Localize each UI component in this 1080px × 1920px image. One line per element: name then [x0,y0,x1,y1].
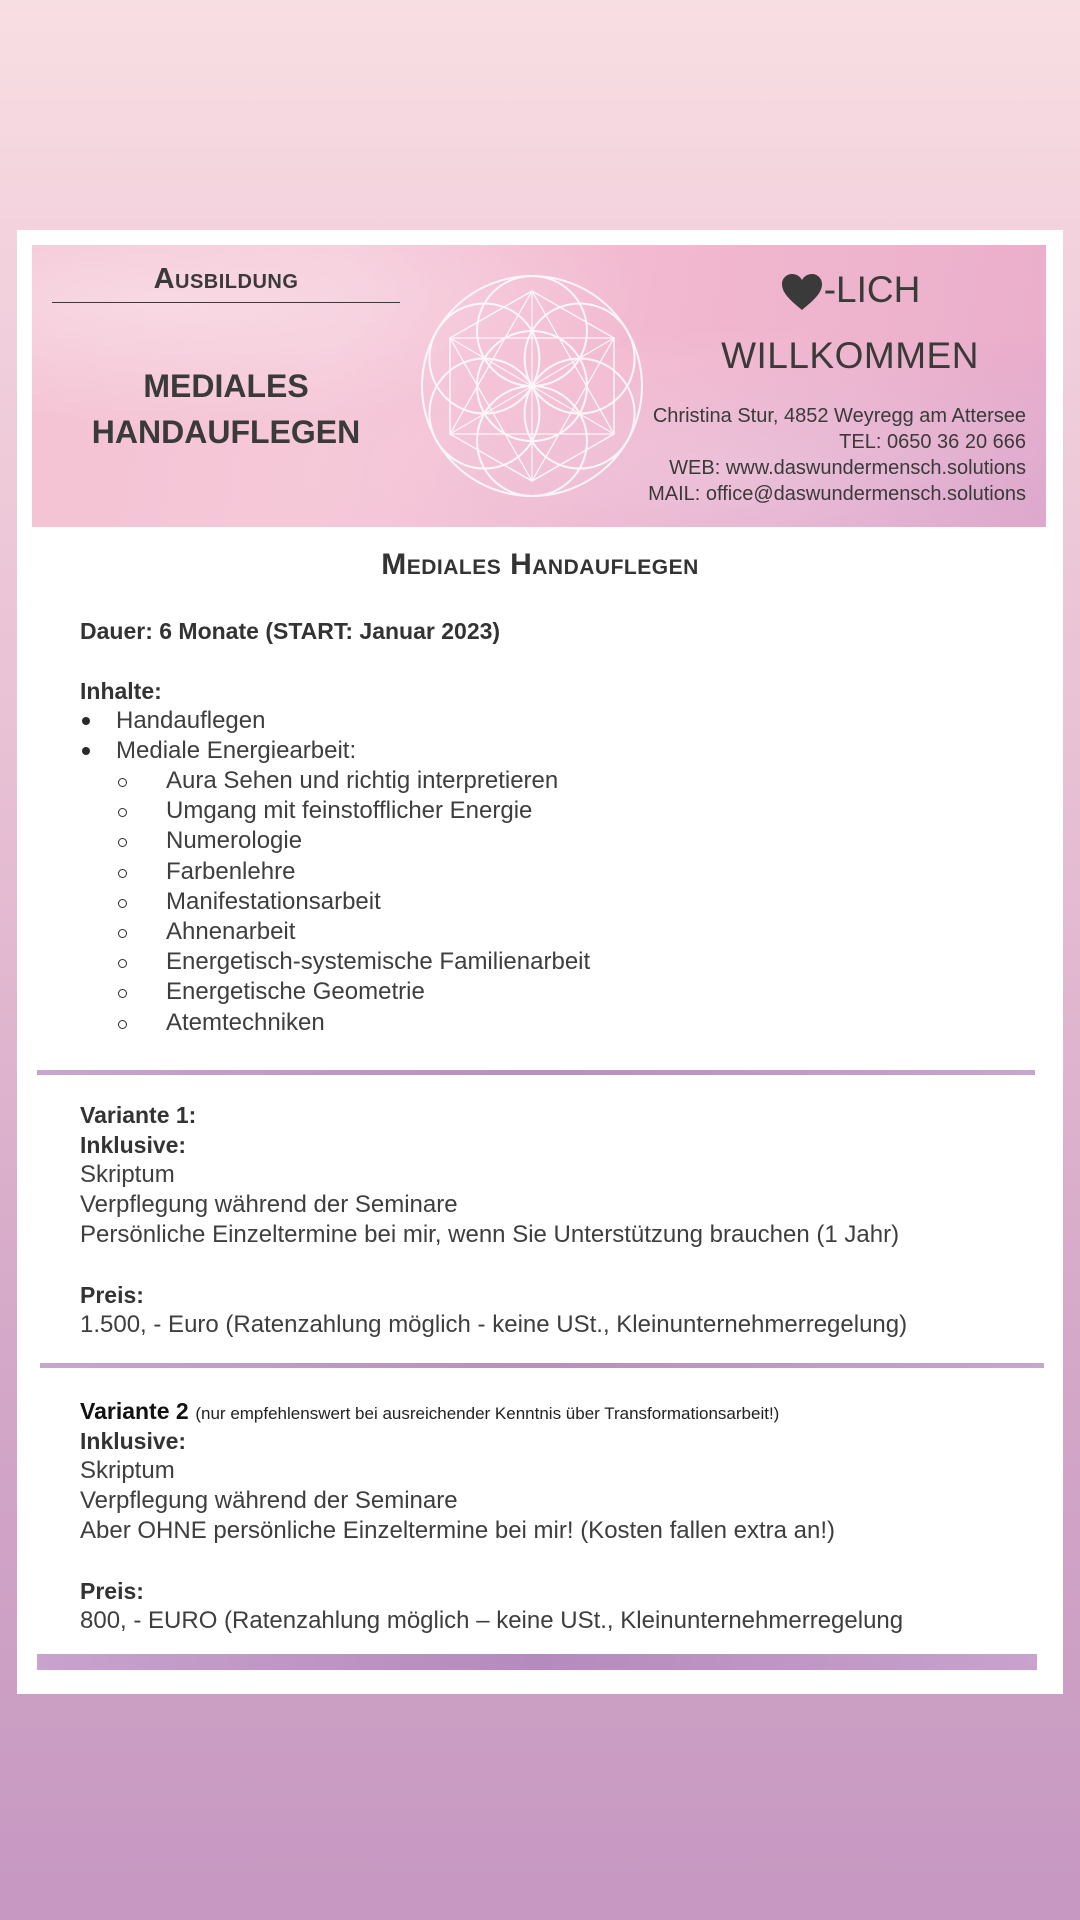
variante-2-heading [80,1396,1040,1426]
document-sheet [17,230,1063,1694]
list-item-text: Farbenlehre [166,857,296,885]
list-item-text: Manifestationsarbeit [166,887,381,915]
list-item-text: Atemtechniken [166,1008,325,1036]
banner-title-line1: MEDIALES [143,368,309,404]
list-item [80,887,590,917]
spacer [80,1546,1040,1576]
list-item [80,766,590,796]
list-item [80,917,590,947]
contact-web: WEB: www.daswundermensch.solutions [669,457,1026,479]
variante-2-item: Verpflegung während der Seminare [80,1487,458,1514]
bullet-ring [118,778,127,787]
list-item [80,977,590,1007]
bullet-ring [118,989,127,998]
variante-2-item: Aber OHNE persönliche Einzeltermine bei mir! (Kosten fallen extra an!) [80,1517,835,1544]
variante-2-block [80,1396,1040,1636]
list-item [80,796,590,826]
list-item-text: Energetisch-systemische Familienarbeit [166,948,591,976]
variante-1-block [80,1100,1040,1340]
variante-2-inklusive-label: Inklusive: [80,1428,187,1454]
list-item [80,1008,590,1038]
variante-1-item: Persönliche Einzeltermine bei mir, wenn Sie Unterstützung brauchen (1 Jahr) [80,1221,900,1248]
list-item [80,947,590,977]
variante-2-preis: 800, - EURO (Ratenzahlung möglich – keine USt., Kleinunternehmerregelung [80,1607,904,1634]
flower-of-life-icon [417,271,647,501]
contact-block [648,403,1026,507]
contact-address: Christina Stur, 4852 Weyregg am Attersee [652,405,1026,427]
bullet-ring [118,959,127,968]
banner-ausbildung: Ausbildung [52,263,400,303]
bullet-ring [118,929,127,938]
banner-willkommen: WILLKOMMEN [721,335,979,376]
section-divider [40,1363,1044,1368]
list-item-text: Mediale Energiearbeit: [116,737,357,764]
energiearbeit-sub-list [80,766,590,1038]
variante-2-preis-label: Preis: [80,1578,144,1604]
variante-1-title: Variante 1: [80,1102,197,1128]
list-item [80,857,590,887]
bullet-ring [118,838,127,847]
list-item [80,706,356,736]
bullet-dot [82,747,90,755]
variante-1-inklusive-label: Inklusive: [80,1132,187,1158]
variante-1-preis-label: Preis: [80,1282,144,1308]
bullet-ring [118,1020,127,1029]
contact-mail: MAIL: office@daswundermensch.solutions [648,483,1026,505]
variante-2-item: Skriptum [80,1457,175,1484]
spacer [80,1250,1040,1280]
variante-1-preis: 1.500, - Euro (Ratenzahlung möglich - keine USt., Kleinunternehmerregelung) [80,1311,908,1338]
list-item [80,826,590,856]
contact-tel: TEL: 0650 36 20 666 [839,431,1026,453]
list-item-text: Aura Sehen und richtig interpretieren [166,767,559,794]
variante-2-title: Variante 2 [80,1398,189,1424]
section-divider [37,1070,1035,1075]
document-title: Mediales Handauflegen [381,548,699,581]
header-banner [32,245,1046,527]
inhalte-bullet-list [80,706,356,766]
bottom-accent-bar [37,1654,1037,1670]
variante-2-note: (nur empfehlenswert bei ausreichender Kenntnis über Transformationsarbeit!) [195,1404,780,1423]
dauer-line: Dauer: 6 Monate (START: Januar 2023) [80,618,501,644]
variante-1-item: Verpflegung während der Seminare [80,1191,458,1218]
list-item-text: Ahnenarbeit [166,917,296,945]
banner-herzlich [700,265,1000,315]
list-item-text: Energetische Geometrie [166,978,425,1006]
bullet-ring [118,869,127,878]
inhalte-label: Inhalte: [80,678,162,704]
list-item [80,736,356,766]
banner-herzlich-suffix: -LICH [823,269,921,310]
list-item-text: Handauflegen [116,707,266,734]
banner-title-line2: HANDAUFLEGEN [91,414,361,450]
banner-title [52,363,400,455]
bullet-ring [118,808,127,817]
bullet-ring [118,899,127,908]
heart-icon [780,272,824,312]
variante-1-item: Skriptum [80,1161,175,1188]
bullet-dot [82,717,90,725]
list-item-text: Numerologie [166,827,303,855]
list-item-text: Umgang mit feinstofflicher Energie [166,797,533,825]
